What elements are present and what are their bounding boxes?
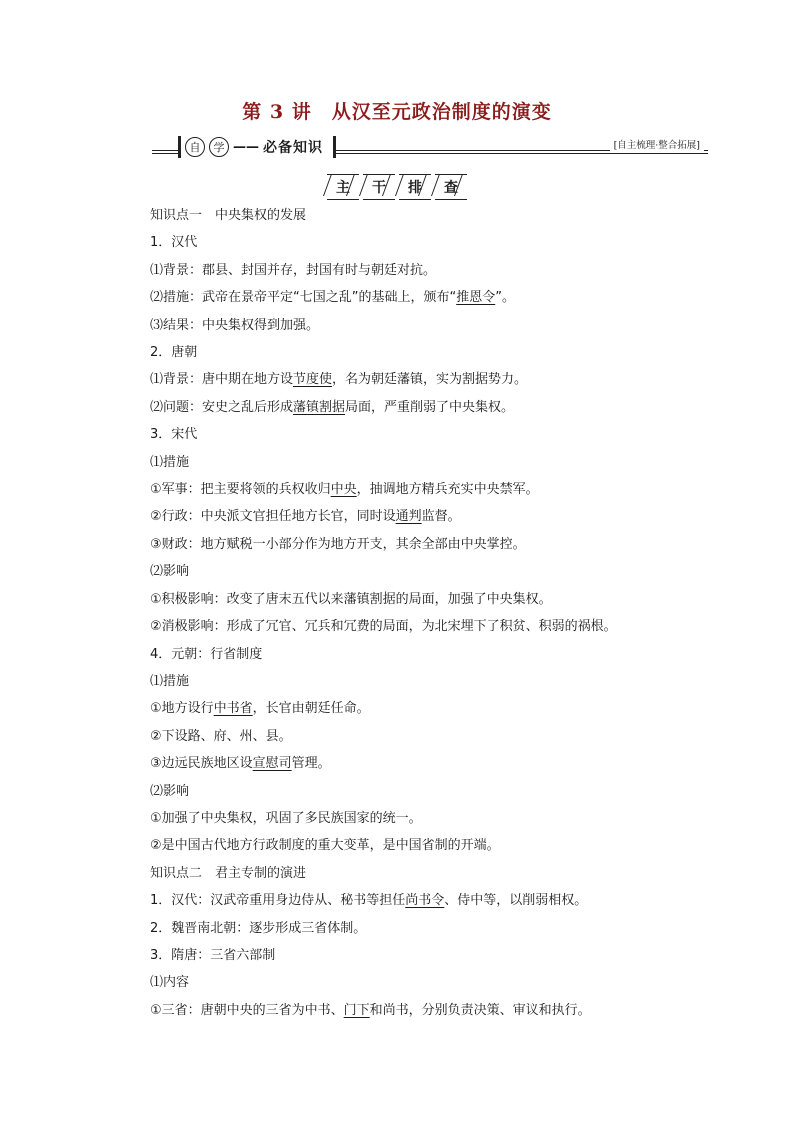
text-segment: ①加强了中央集权，巩固了多民族国家的统一。 xyxy=(150,810,422,826)
text-segment: 2．魏晋南北朝：逐步形成三省体制。 xyxy=(150,920,367,936)
chip: 查 xyxy=(435,174,467,200)
underlined-term: 节度使 xyxy=(293,372,333,388)
text-line xyxy=(150,668,710,695)
underlined-term: 通判 xyxy=(395,509,422,525)
text-line xyxy=(150,942,710,969)
text-line xyxy=(150,284,710,311)
text-segment: ①三省：唐朝中央的三省为中书、 xyxy=(150,1002,344,1018)
text-segment: 和尚书，分别负责决策、审议和执行。 xyxy=(369,1002,591,1018)
text-segment: ⑴措施 xyxy=(150,454,190,470)
text-line xyxy=(150,503,710,530)
chip: 干 xyxy=(363,174,395,200)
text-segment: ⑶结果：中央集权得到加强。 xyxy=(150,317,320,333)
badge-dash: —— xyxy=(233,139,259,155)
text-line xyxy=(150,312,710,339)
text-segment: ①军事：把主要将领的兵权收归 xyxy=(150,482,331,498)
text-line xyxy=(150,476,710,503)
badge-char-circle-2: 学 xyxy=(209,137,229,157)
text-line xyxy=(150,832,710,859)
text-segment: 4．元朝：行省制度 xyxy=(150,646,263,662)
page-title: 第 3 讲 从汉至元政治制度的演变 xyxy=(242,101,552,123)
text-segment: 知识点二 君主专制的演进 xyxy=(150,865,307,881)
text-segment: ②行政：中央派文官担任地方长官，同时设 xyxy=(150,509,396,525)
text-segment: 、侍中等，以削弱相权。 xyxy=(444,893,588,909)
text-line xyxy=(150,860,710,887)
text-line xyxy=(150,723,710,750)
underlined-term: 中书省 xyxy=(213,701,253,717)
text-segment: ⑵措施：武帝在景帝平定“七国之乱”的基础上，颁布“ xyxy=(150,290,457,306)
text-line xyxy=(150,805,710,832)
text-segment: ⑴内容 xyxy=(150,975,190,991)
chip: 主 xyxy=(327,174,359,200)
text-segment: ①地方设行 xyxy=(150,701,214,717)
text-line xyxy=(150,586,710,613)
badge-char-circle: 自 xyxy=(185,137,205,157)
text-segment: 1．汉代：汉武帝重用身边侍从、秘书等担任 xyxy=(150,893,406,909)
text-segment: ②是中国古代地方行政制度的重大变革，是中国省制的开端。 xyxy=(150,838,500,854)
text-line xyxy=(150,421,710,448)
text-line xyxy=(150,339,710,366)
underlined-term: 尚书令 xyxy=(405,893,445,909)
text-segment: ③财政：地方赋税一小部分作为地方开支，其余全部由中央掌控。 xyxy=(150,536,526,552)
text-segment: ⑵影响 xyxy=(150,564,190,580)
body-text xyxy=(150,202,710,1024)
text-line xyxy=(150,915,710,942)
text-line xyxy=(150,449,710,476)
badge-text: 必备知识 xyxy=(263,140,323,156)
text-line xyxy=(150,229,710,256)
text-line xyxy=(150,887,710,914)
section-note: [自主梳理·整合拓展] xyxy=(610,137,704,151)
text-line xyxy=(150,750,710,777)
text-segment: ③边远民族地区设 xyxy=(150,756,253,772)
text-segment: 2．唐朝 xyxy=(150,345,198,361)
text-segment: 监督。 xyxy=(421,509,461,525)
text-segment: ”。 xyxy=(495,290,515,306)
underlined-term: 门下 xyxy=(343,1002,370,1018)
text-segment: ，抽调地方精兵充实中央禁军。 xyxy=(356,482,539,498)
text-line xyxy=(150,695,710,722)
text-segment: ①积极影响：改变了唐末五代以来藩镇割据的局面，加强了中央集权。 xyxy=(150,591,552,607)
text-segment: ⑴背景：唐中期在地方设 xyxy=(150,372,294,388)
text-segment: 1．汉代 xyxy=(150,235,198,251)
text-segment: ②消极影响：形成了冗官、冗兵和冗费的局面，为北宋埋下了积贫、积弱的祸根。 xyxy=(150,619,617,635)
text-segment: 局面，严重削弱了中央集权。 xyxy=(345,399,515,415)
text-segment: ，名为朝廷藩镇，实为割据势力。 xyxy=(332,372,528,388)
text-segment: ⑴措施 xyxy=(150,673,190,689)
text-segment: ⑵问题：安史之乱后形成 xyxy=(150,399,294,415)
underlined-term: 中央 xyxy=(330,482,357,498)
chip: 排 xyxy=(399,174,431,200)
text-line xyxy=(150,641,710,668)
text-line xyxy=(150,778,710,805)
underlined-term: 宣慰司 xyxy=(252,756,292,772)
text-segment: 管理。 xyxy=(291,756,331,772)
text-line xyxy=(150,558,710,585)
text-line xyxy=(150,613,710,640)
text-line xyxy=(150,366,710,393)
section-badge xyxy=(178,136,336,158)
text-segment: ⑵影响 xyxy=(150,783,190,799)
text-segment: ⑴背景：郡县、封国并存，封国有时与朝廷对抗。 xyxy=(150,262,437,278)
text-line xyxy=(150,531,710,558)
subheading-chips xyxy=(0,174,794,200)
text-line xyxy=(150,257,710,284)
text-line xyxy=(150,202,710,229)
text-segment: 3．隋唐：三省六部制 xyxy=(150,947,276,963)
text-segment: ，长官由朝廷任命。 xyxy=(252,701,370,717)
text-line xyxy=(150,394,710,421)
text-segment: 知识点一 中央集权的发展 xyxy=(150,208,307,223)
text-segment: ②下设路、府、州、县。 xyxy=(150,728,292,744)
underlined-term: 推恩令 xyxy=(456,290,496,306)
text-line xyxy=(150,969,710,996)
text-segment: 3．宋代 xyxy=(150,427,198,443)
underlined-term: 藩镇割据 xyxy=(293,399,346,415)
text-line xyxy=(150,997,710,1024)
